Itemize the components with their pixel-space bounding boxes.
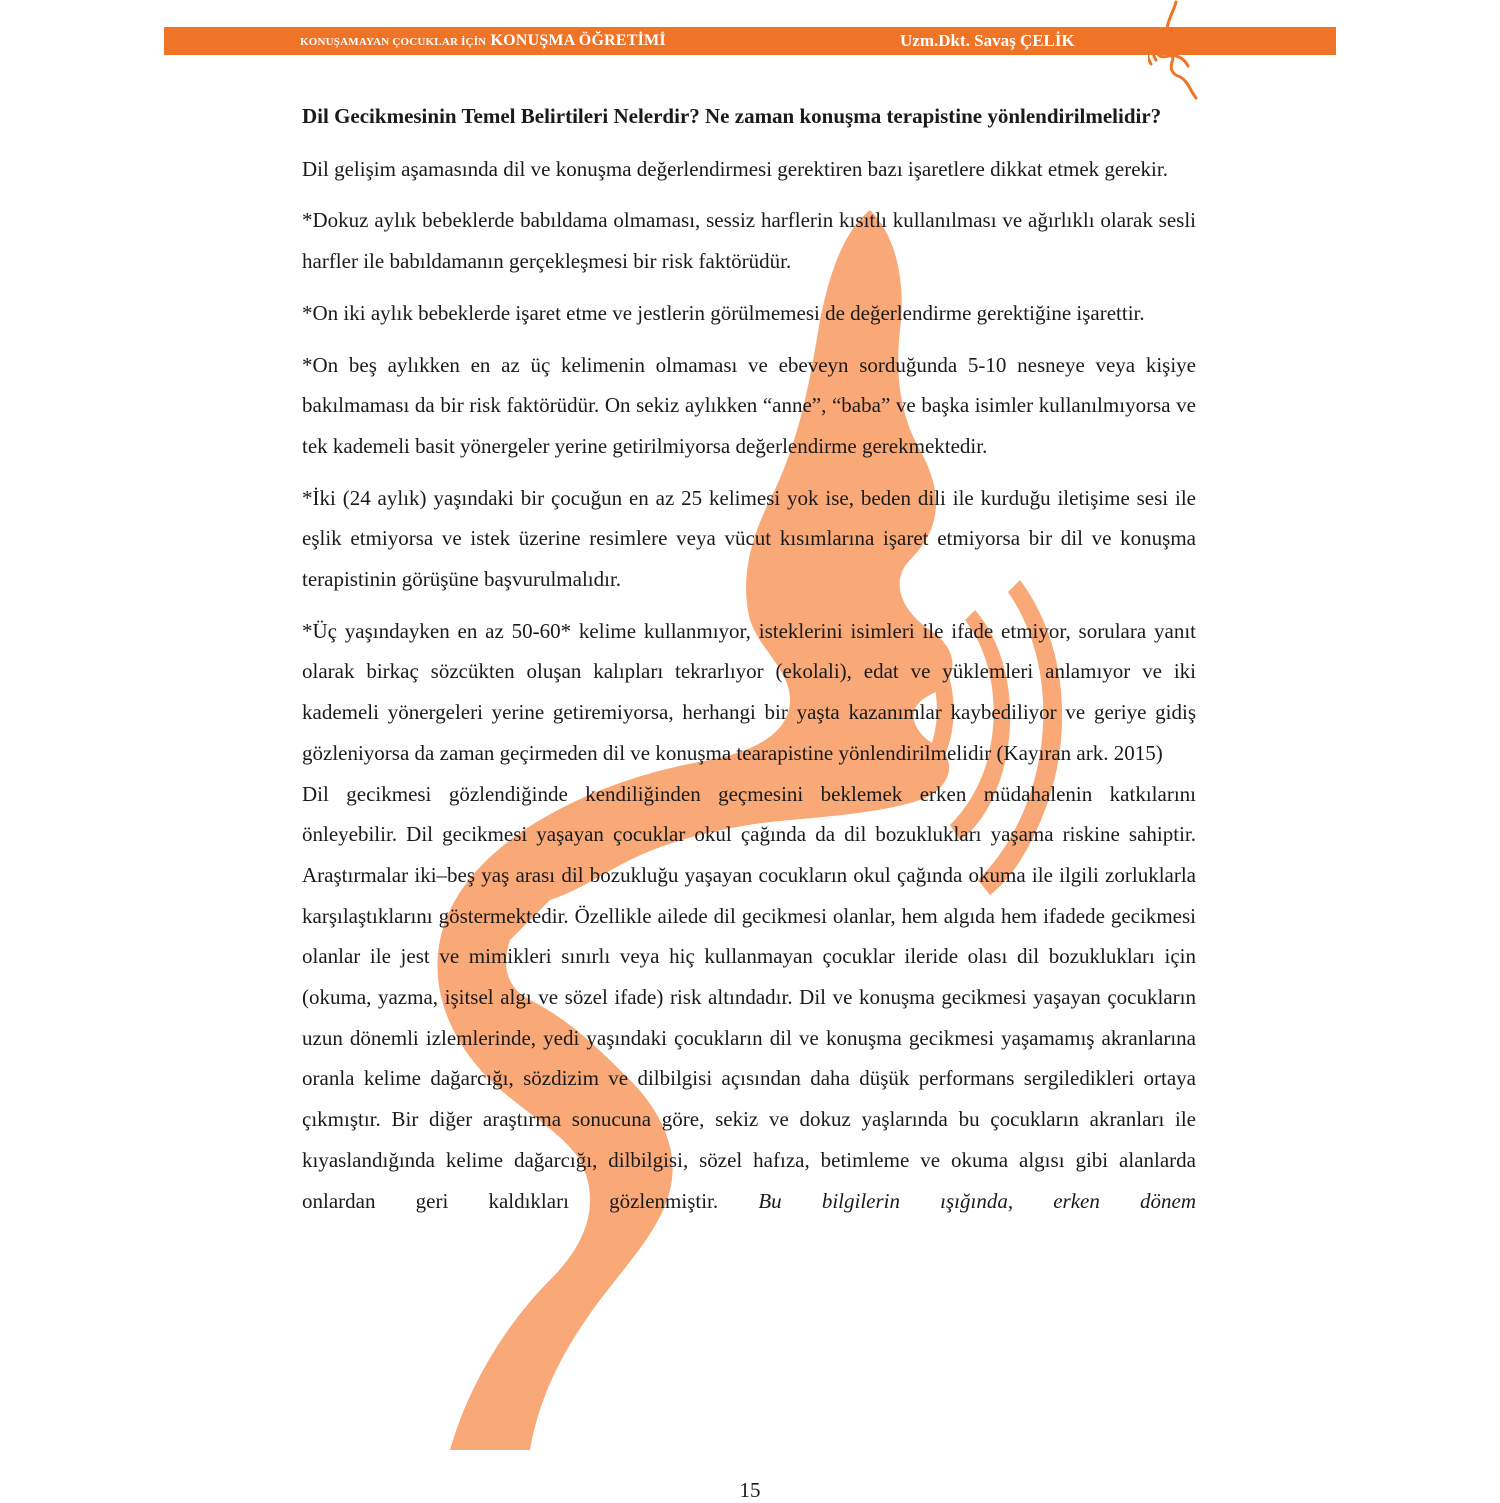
book-title-main: KONUŞMA ÖĞRETİMİ [490, 32, 666, 49]
body-paragraph: *Üç yaşındayken en az 50-60* kelime kullanmıyor, isteklerini isimleri ile ifade etmiyor, sorulara yanıt olarak birkaç sözcükten oluşan kalıpları tekrarlıyor (ekolali), edat ve yüklemleri anlamıyor ve iki kademeli yönergeleri yerine getiremiyorsa, herhangi bir yaşta kazanımlar kaybediliyor ve geriye gidiş gözleniyorsa da zaman geçirmeden dil ve konuşma tearapistine yönlendirilmelidir (Kayıran ark. 2015) [302, 618, 1196, 765]
page-body [302, 96, 1196, 1232]
body-paragraph: *İki (24 aylık) yaşındaki bir çocuğun en az 25 kelimesi yok ise, beden dili ile kurduğu iletişime sesi ile eşlik etmiyorsa ve istek üzerine resimlere veya vücut kısımlarına işaret etmiyorsa bir dil ve konuşma terapistinin görüşüne başvurulmalıdır. [302, 485, 1196, 592]
body-paragraph: *On iki aylık bebeklerde işaret etme ve jestlerin görülmemesi de değerlendirme gerektiğine işarettir. [302, 300, 1145, 325]
body-paragraph-text: Dil gecikmesi gözlendiğinde kendiliğinden geçmesini beklemek erken müdahalenin katkılarını önleyebilir. Dil gecikmesi yaşayan çocuklar okul çağında da dil bozuklukları yaşama riskine sahiptir. Araştırmalar iki–beş yaş arası dil bozukluğu yaşayan cocukların okul çağında okuma ile ilgili zorluklarla karşılaştıklarını göstermektedir. Özellikle ailede dil gecikmesi olanlar, hem algıda hem ifadede gecikmesi olanlar ile jest ve mimikleri sınırlı veya hiç kullanmayan çocuklar ileride olası dil bozuklukları için (okuma, yazma, işitsel algı ve sözel ifade) risk altındadır. Dil ve konuşma gecikmesi yaşayan çocukların uzun dönemli izlemlerinde, yedi yaşındaki çocukların dil ve konuşma gecikmesi yaşamamış akranlarına oranla kelime dağarcığı, sözdizim ve dilbilgisi açısından daha düşük performans sergiledikleri ortaya çıkmıştır. Bir diğer araştırma sonucuna göre, sekiz ve dokuz yaşlarında bu çocukların akranları ile kıyaslandığında kelime dağarcığı, dilbilgisi, sözel hafıza, betimleme ve okuma algısı gibi alanlarda onlardan geri kaldıkları gözlenmiştir. [302, 781, 1196, 1213]
book-title [300, 32, 666, 50]
book-title-prefix: KONUŞAMAYAN ÇOCUKLAR İÇİN [300, 36, 487, 48]
section-heading: Dil Gecikmesinin Temel Belirtileri Nelerdir? Ne zaman konuşma terapistine yönlendirilmelidir? [302, 104, 1162, 128]
body-paragraph [302, 774, 1196, 1222]
page-number: 15 [739, 1478, 761, 1502]
speaking-head-logo-icon [1148, 0, 1208, 100]
body-paragraph-italic: Bu bilgilerin ışığında, erken dönem [758, 1188, 1197, 1213]
body-paragraph: *Dokuz aylık bebeklerde babıldama olmaması, sessiz harflerin kısıtlı kullanılması ve ağırlıklı olarak sesli harfler ile babıldamanın gerçekleşmesi bir risk faktörüdür. [302, 208, 1196, 274]
body-paragraph: *On beş aylıkken en az üç kelimenin olmaması ve ebeveyn sorduğunda 5-10 nesneye veya kişiye bakılmaması da bir risk faktörüdür. On sekiz aylıkken “anne”, “baba” ve başka isimler kullanılmıyorsa ve tek kademeli basit yönergeler yerine getirilmiyorsa değerlendirme gerekmektedir. [302, 352, 1196, 458]
author-name: Uzm.Dkt. Savaş ÇELİK [900, 31, 1075, 50]
body-paragraph: Dil gelişim aşamasında dil ve konuşma değerlendirmesi gerektiren bazı işaretlere dikkat etmek gerekir. [302, 156, 1168, 181]
